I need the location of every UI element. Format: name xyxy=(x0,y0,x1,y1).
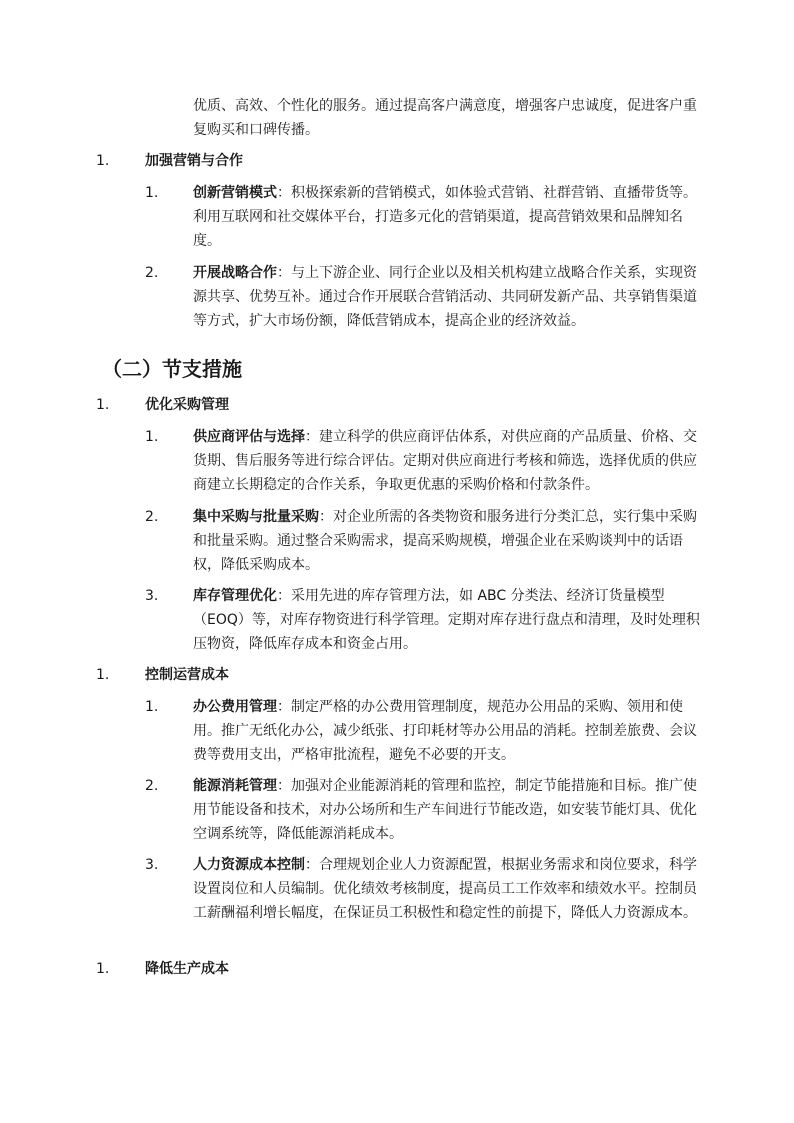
term-separator: ： xyxy=(277,778,291,794)
item-text: 对企业所需的各类物资和服务进行分类汇总，实行集中采购和批量采购。通过整合采购需求，提高采购规模，增强企业在采购谈判中的话语权，降低采购成本。 xyxy=(193,509,697,573)
list-item-body xyxy=(193,584,703,656)
list-item-body xyxy=(193,695,703,767)
section-title: 降低生产成本 xyxy=(145,961,229,977)
list-number: 3. xyxy=(145,857,159,873)
list-number: 1. xyxy=(145,185,159,201)
list-number: 1. xyxy=(96,667,110,683)
list-item-body xyxy=(193,774,703,846)
list-item-level2 xyxy=(145,505,705,577)
list-item-level2 xyxy=(145,853,705,925)
list-number: 2. xyxy=(145,778,159,794)
item-text: 与上下游企业、同行企业以及相关机构建立战略合作关系，实现资源共享、优势互补。通过合作开展联合营销活动、共同研发新产品、共享销售渠道等方式，扩大市场份额，降低营销成本，提高企业的经济效益。 xyxy=(193,265,697,329)
list-number: 1. xyxy=(96,153,110,169)
term-separator: ： xyxy=(305,857,319,873)
item-text: 采用先进的库存管理方法，如 ABC 分类法、经济订货量模型（EOQ）等，对库存物资进行科学管理。定期对库存进行盘点和清理，及时处理积压物资，降低库存成本和资金占用。 xyxy=(193,588,700,652)
term-separator: ： xyxy=(277,588,291,604)
item-term: 库存管理优化 xyxy=(193,588,277,604)
list-item-body xyxy=(193,505,703,577)
list-number: 3. xyxy=(145,588,159,604)
item-term: 供应商评估与选择 xyxy=(193,429,305,445)
section-title: 加强营销与合作 xyxy=(145,153,243,169)
item-text: 加强对企业能源消耗的管理和监控，制定节能措施和目标。推广使用节能设备和技术，对办公场所和生产车间进行节能改造，如安装节能灯具、优化空调系统等，降低能源消耗成本。 xyxy=(193,778,697,842)
list-item-body xyxy=(193,425,703,497)
item-term: 集中采购与批量采购 xyxy=(193,509,319,525)
list-item-level2 xyxy=(145,425,705,497)
term-separator: ： xyxy=(305,429,319,445)
item-text: 建立科学的供应商评估体系，对供应商的产品质量、价格、交货期、售后服务等进行综合评估。定期对供应商进行考核和筛选，选择优质的供应商建立长期稳定的合作关系，争取更优惠的采购价格和付款条件。 xyxy=(193,429,697,493)
list-number: 2. xyxy=(145,265,159,281)
section-title: 控制运营成本 xyxy=(145,667,229,683)
term-separator: ： xyxy=(277,699,291,715)
list-number: 1. xyxy=(96,961,110,977)
term-separator: ： xyxy=(277,265,291,281)
item-term: 开展战略合作 xyxy=(193,265,277,281)
list-number: 1. xyxy=(145,429,159,445)
item-term: 人力资源成本控制 xyxy=(193,857,305,873)
list-item-level2 xyxy=(145,181,705,253)
list-item-level2 xyxy=(145,261,705,333)
item-text: 合理规划企业人力资源配置，根据业务需求和岗位要求，科学设置岗位和人员编制。优化绩效考核制度，提高员工工作效率和绩效水平。控制员工薪酬福利增长幅度，在保证员工积极性和稳定性的前提下，降低人力资源成本。 xyxy=(193,857,697,921)
section-title: 优化采购管理 xyxy=(145,397,229,413)
term-separator: ： xyxy=(277,185,291,201)
section-heading: （二）节支措施 xyxy=(102,357,242,381)
list-item-body xyxy=(193,853,703,925)
item-text: 制定严格的办公费用管理制度，规范办公用品的采购、领用和使用。推广无纸化办公，减少纸张、打印耗材等办公用品的消耗。控制差旅费、会议费等费用支出，严格审批流程，避免不必要的开支。 xyxy=(193,699,697,763)
list-item-body xyxy=(193,181,703,253)
term-separator: ： xyxy=(319,509,333,525)
list-item-level2 xyxy=(145,774,705,846)
item-term: 创新营销模式 xyxy=(193,185,277,201)
intro-continuation: 优质、高效、个性化的服务。通过提高客户满意度，增强客户忠诚度，促进客户重复购买和口碑传播。 xyxy=(193,98,697,138)
list-item-level2 xyxy=(145,695,705,767)
item-term: 能源消耗管理 xyxy=(193,778,277,794)
item-term: 办公费用管理 xyxy=(193,699,277,715)
list-number: 1. xyxy=(96,397,110,413)
list-item-level2 xyxy=(145,584,705,656)
item-text: 积极探索新的营销模式，如体验式营销、社群营销、直播带货等。利用互联网和社交媒体平台，打造多元化的营销渠道，提高营销效果和品牌知名度。 xyxy=(193,185,697,249)
list-number: 1. xyxy=(145,699,159,715)
list-number: 2. xyxy=(145,509,159,525)
list-item-body xyxy=(193,261,703,333)
